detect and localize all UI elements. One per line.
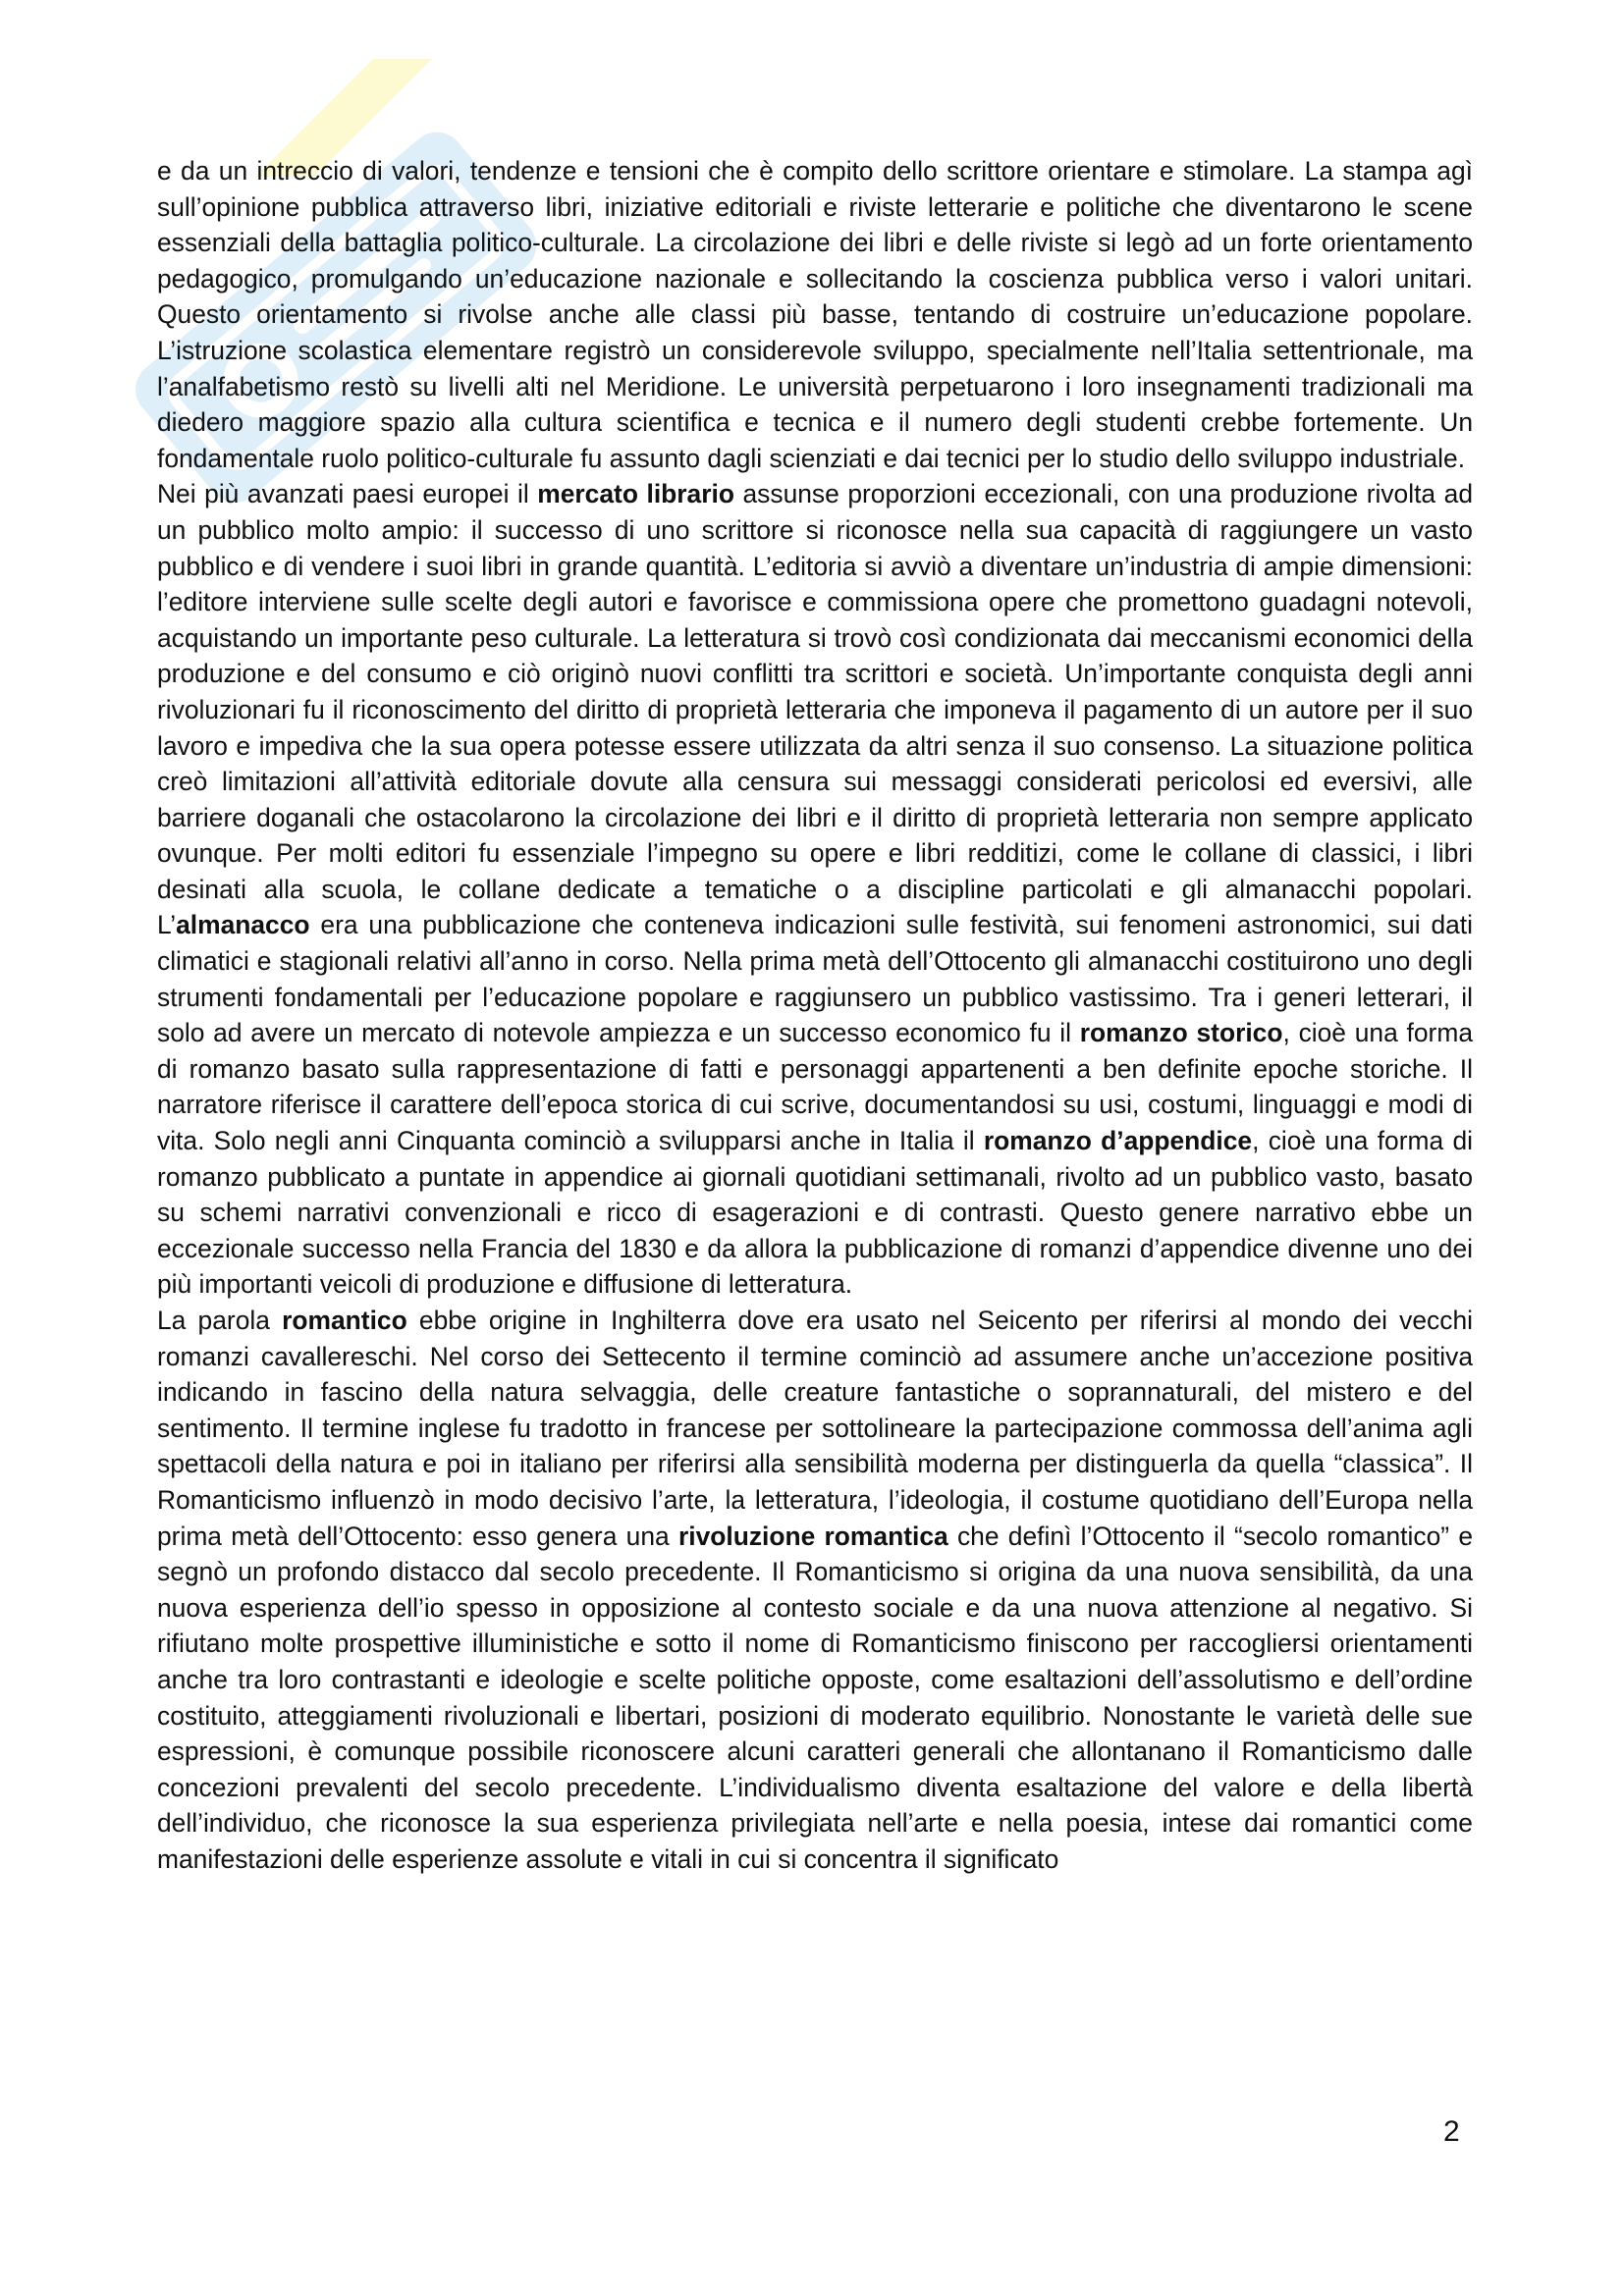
text-run: La parola xyxy=(157,1306,283,1335)
bold-term: mercato librario xyxy=(537,479,734,509)
bold-term: romantico xyxy=(282,1306,407,1335)
paragraph xyxy=(157,1303,1473,1878)
text-run: e da un intreccio di valori, tendenze e tensioni che è compito dello scrittore orientare e stimolare. La stampa agì sull’opinione pubblica attraverso libri, iniziative editoriali e riviste letterarie e politiche che diventarono le scene essenziali della battaglia politico-culturale. La circolazione dei libri e delle riviste si legò ad un forte orientamento pedagogico, promulgando un’educazione nazionale e sollecitando la coscienza pubblica verso i valori unitari. Questo orientamento si rivolse anche alle classi più basse, tentando di costruire un’educazione popolare. L’istruzione scolastica elementare registrò un considerevole sviluppo, specialmente nell’Italia settentrionale, ma l’analfabetismo restò su livelli alti nel Meridione. Le università perpetuarono i loro insegnamenti tradizionali ma diedero maggiore spazio alla cultura scientifica e tecnica e il numero degli studenti crebbe fortemente. Un fondamentale ruolo politico-culturale fu assunto dagli scienziati e dai tecnici per lo studio dello sviluppo industriale. xyxy=(157,156,1473,473)
paragraph xyxy=(157,153,1473,476)
text-run: ebbe origine in Inghilterra dove era usato nel Seicento per riferirsi al mondo dei vecchi romanzi cavallereschi. Nel corso dei Settecento il termine cominciò ad assumere anche un’accezione positiva indicando in fascino della natura selvaggia, delle creature fantastiche o soprannaturali, del mistero e del sentimento. Il termine inglese fu tradotto in francese per sottolineare la partecipazione commossa dell’anima agli spettacoli della natura e poi in italiano per riferirsi alla sensibilità moderna per distinguerla da quella “classica”. Il Romanticismo influenzò in modo decisivo l’arte, la letteratura, l’ideologia, il costume quotidiano dell’Europa nella prima metà dell’Ottocento: esso genera una xyxy=(157,1306,1473,1551)
bold-term: romanzo d’appendice xyxy=(983,1126,1253,1156)
bold-term: romanzo storico xyxy=(1079,1018,1283,1048)
bold-term: almanacco xyxy=(176,910,310,940)
page-number: 2 xyxy=(1443,2115,1460,2148)
text-run: che definì l’Ottocento il “secolo romantico” e segnò un profondo distacco dal secolo precedente. Il Romanticismo si origina da una nuova sensibilità, da una nuova esperienza dell’io spesso in opposizione al contesto sociale e da una nuova attenzione al negativo. Si rifiutano molte prospettive illuministiche e sotto il nome di Romanticismo finiscono per raccogliersi orientamenti anche tra loro contrastanti e ideologie e scelte politiche opposte, come esaltazioni dell’assolutismo e dell’ordine costituito, atteggiamenti rivoluzionali e libertari, posizioni di moderato equilibrio. Nonostante le varietà delle sue espressioni, è comunque possibile riconoscere alcuni caratteri generali che allontanano il Romanticismo dalle concezioni prevalenti del secolo precedente. L’individualismo diventa esaltazione del valore e della libertà dell’individuo, che riconosce la sua esperienza privilegiata nell’arte e nella poesia, intese dai romantici come manifestazioni delle esperienze assolute e vitali in cui si concentra il significato xyxy=(157,1521,1473,1874)
text-run: era una pubblicazione che conteneva indicazioni sulle festività, sui fenomeni astronomici, sui dati climatici e stagionali relativi all’anno in corso. Nella prima metà dell’Ottocento gli almanacchi costituirono uno degli strumenti fondamentali per l’educazione popolare e raggiunsero un pubblico vastissimo. Tra i generi letterari, il solo ad avere un mercato di notevole ampiezza e un successo economico fu il xyxy=(157,910,1473,1048)
text-run: , cioè una forma di romanzo basato sulla rappresentazione di fatti e personaggi appartenenti a ben definite epoche storiche. Il narratore riferisce il carattere dell’epoca storica di cui scrive, documentandosi su usi, costumi, linguaggi e modi di vita. Solo negli anni Cinquanta cominciò a svilupparsi anche in Italia il xyxy=(157,1018,1473,1156)
text-run: assunse proporzioni eccezionali, con una produzione rivolta ad un pubblico molto ampio: il successo di uno scrittore si riconosce nella sua capacità di raggiungere un vasto pubblico e di vendere i suoi libri in grande quantità. L’editoria si avviò a diventare un’industria di ampie dimensioni: l’editore interviene sulle scelte degli autori e favorisce e commissiona opere che promettono guadagni notevoli, acquistando un importante peso culturale. La letteratura si trovò così condizionata dai meccanismi economici della produzione e del consumo e ciò originò nuovi conflitti tra scrittori e società. Un’importante conquista degli anni rivoluzionari fu il riconoscimento del diritto di proprietà letteraria che imponeva il pagamento di un autore per il suo lavoro e impediva che la sua opera potesse essere utilizzata da altri senza il suo consenso. La situazione politica creò limitazioni all’attività editoriale dovute alla censura sui messaggi considerati pericolosi ed eversivi, alle barriere doganali che ostacolarono la circolazione dei libri e il diritto di proprietà letteraria non sempre applicato ovunque. Per molti editori fu essenziale l’impegno su opere e libri redditizi, come le collane di classici, i libri desinati alla scuola, le collane dedicate a tematiche o a discipline particolati e gli almanacchi popolari. L’ xyxy=(157,479,1474,940)
paragraph xyxy=(157,476,1473,1303)
text-run: Nei più avanzati paesi europei il xyxy=(157,479,538,509)
bold-term: rivoluzione romantica xyxy=(677,1521,948,1551)
document-body xyxy=(157,153,1473,1878)
text-run: , cioè una forma di romanzo pubblicato a puntate in appendice ai giornali quotidiani settimanali, rivolto ad un pubblico vasto, basato su schemi narrativi convenzionali e ricco di esagerazioni e di contrasti. Questo genere narrativo ebbe un eccezionale successo nella Francia del 1830 e da allora la pubblicazione di romanzi d’appendice divenne uno dei più importanti veicoli di produzione e diffusione di letteratura. xyxy=(157,1126,1474,1300)
